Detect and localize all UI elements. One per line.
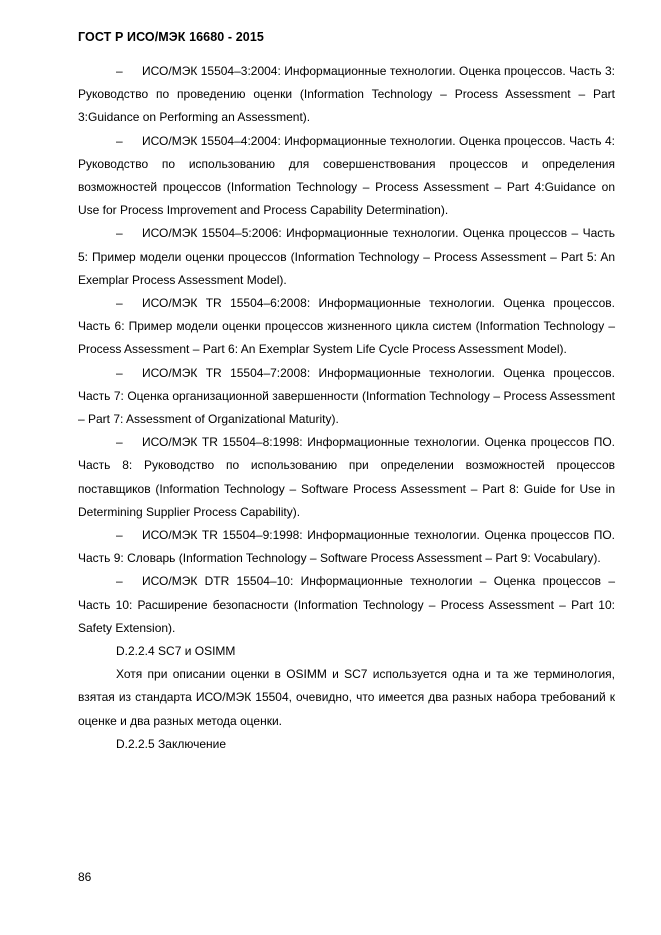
- list-dash: –: [116, 64, 123, 78]
- reference-item: [78, 292, 615, 362]
- reference-text: ИСО/МЭК DTR 15504–10: Информационные технологии – Оценка процессов – Часть 10: Расширение безопасности (Information Technology – Process Assessment – Part 10: Safety Extension).: [78, 574, 615, 635]
- section-paragraph-d224: Хотя при описании оценки в OSIMM и SC7 используется одна и та же терминология, взятая из стандарта ИСО/МЭК 15504, очевидно, что имеется два разных набора требований к оценке и два разных метода оценки.: [78, 667, 615, 728]
- document-header: ГОСТ Р ИСО/МЭК 16680 - 2015: [78, 30, 264, 44]
- section-heading-d225: D.2.2.5 Заключение: [116, 736, 226, 751]
- reference-text: ИСО/МЭК TR 15504–6:2008: Информационные технологии. Оценка процессов. Часть 6: Пример модели оценки процессов жизненного цикла систем (Information Technology – Process Assessment – Part 6: An Exemplar System Life Cycle Process Assessment Model).: [78, 296, 615, 357]
- reference-item: [78, 60, 615, 130]
- section-heading-d224: D.2.2.4 SC7 и OSIMM: [116, 644, 236, 659]
- reference-item: [78, 362, 615, 432]
- reference-item: [78, 570, 615, 640]
- reference-item: [78, 524, 615, 570]
- list-dash: –: [116, 365, 123, 380]
- page-content: [78, 60, 615, 756]
- reference-item: [78, 130, 615, 223]
- list-dash: –: [116, 435, 123, 450]
- list-dash: –: [116, 133, 123, 148]
- list-dash: –: [116, 226, 123, 241]
- page-number: 86: [78, 870, 92, 884]
- reference-text: ИСО/МЭК 15504–5:2006: Информационные технологии. Оценка процессов – Часть 5: Пример модели оценки процессов (Information Technology – Process Assessment – Part 5: An Exemplar Process Assessment Model).: [78, 226, 615, 287]
- reference-text: ИСО/МЭК TR 15504–9:1998: Информационные технологии. Оценка процессов ПО. Часть 9: Словарь (Information Technology – Software Process Assessment – Part 9: Vocabulary).: [78, 528, 615, 566]
- reference-item: [78, 431, 615, 524]
- reference-text: ИСО/МЭК TR 15504–8:1998: Информационные технологии. Оценка процессов ПО. Часть 8: Руководство по использованию при определении возможностей процессов поставщиков (Information Technology – Software Process Assessment – Part 8: Guide for Use in Determining Supplier Process Capability).: [78, 435, 615, 519]
- reference-text: ИСО/МЭК 15504–4:2004: Информационные технологии. Оценка процессов. Часть 4: Руководство по использованию для совершенствования процессов и определения возможностей процессов (Information Technology – Process Assessment – Part 4:Guidance on Use for Process Improvement and Process Capability Determination).: [78, 133, 615, 218]
- reference-text: ИСО/МЭК 15504–3:2004: Информационные технологии. Оценка процессов. Часть 3: Руководство по проведению оценки (Information Technology – Process Assessment – Part 3:Guidance on Performing an Assessment).: [78, 64, 615, 125]
- list-dash: –: [116, 296, 123, 311]
- list-dash: –: [116, 574, 123, 589]
- reference-text: ИСО/МЭК TR 15504–7:2008: Информационные технологии. Оценка процессов. Часть 7: Оценка организационной завершенности (Information Technology – Process Assessment – Part 7: Assessment of Organizational Maturity).: [78, 365, 615, 427]
- reference-item: [78, 222, 615, 292]
- list-dash: –: [116, 528, 123, 543]
